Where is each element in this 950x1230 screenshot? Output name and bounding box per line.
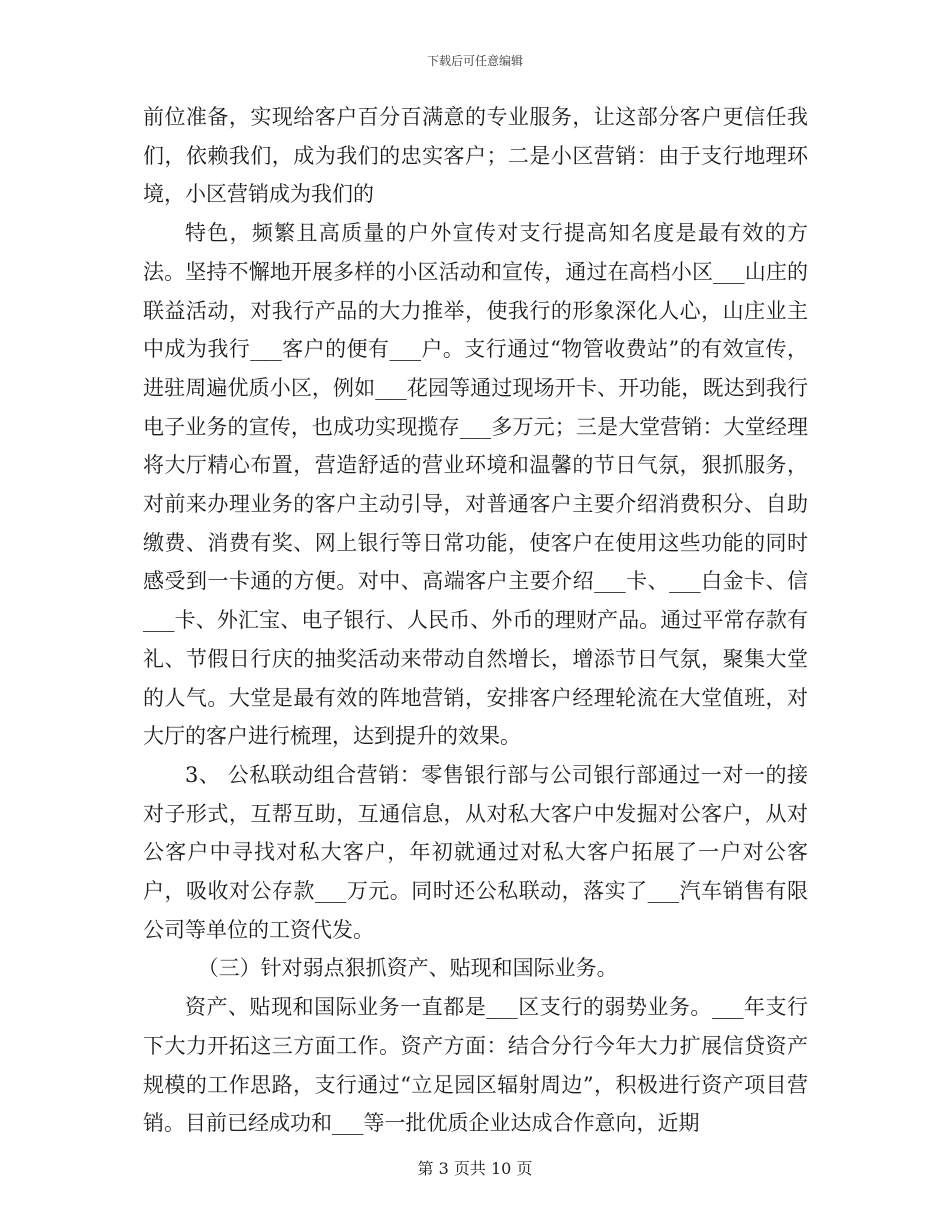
page-header: 下载后可任意编辑 — [426, 54, 523, 68]
page-footer: 第 3 页共 10 页 — [417, 1159, 533, 1178]
document-body — [143, 98, 808, 1143]
section-heading: （三）针对弱点狠抓资产、贴现和国际业务。 — [197, 956, 618, 981]
paragraph: 特色，频繁且高质量的户外宣传对支行提高知名度是最有效的方法。坚持不懈地开展多样的小区活动和宣传，通过在高档小区___山庄的联益活动，对我行产品的大力推举，使我行的形象深化人心，山庄业主中成为我行___客户的便有___户。支行通过“物管收费站”的有效宣传，进驻周遍优质小区，例如___花园等通过现场开卡、开功能，既达到我行电子业务的宣传，也成功实现揽存___多万元；三是大堂营销：大堂经理将大厅精心布置，营造舒适的营业环境和温馨的节日气氛，狠抓服务，对前来办理业务的客户主动引导，对普通客户主要介绍消费积分、自助缴费、消费有奖、网上银行等日常功能，使客户在使用这些功能的同时感受到一卡通的方便。对中、高端客户主要介绍___卡、___白金卡、信___卡、外汇宝、电子银行、人民币、外币的理财产品。通过平常存款有礼、节假日行庆的抽奖活动来带动自然增长，增添节日气氛，聚集大堂的人气。大堂是最有效的阵地营销，安排客户经理轮流在大堂值班，对大厅的客户进行梳理，达到提升的效果。 — [143, 221, 808, 749]
paragraph: 3、 公私联动组合营销：零售银行部与公司银行部通过一对一的接对子形式，互帮互助，互通信息，从对私大客户中发掘对公客户，从对公客户中寻找对私大客户，年初就通过对私大客户拓展了一户对公客户，吸收对公存款___万元。同时还公私联动，落实了___汽车销售有限公司等单位的工资代发。 — [143, 762, 808, 942]
paragraph: 资产、贴现和国际业务一直都是___区支行的弱势业务。___年支行下大力开拓这三方面工作。资产方面：结合分行今年大力扩展信贷资产规模的工作思路，支行通过“立足园区辐射周边”，积极进行资产项目营销。目前已经成功和___等一批优质企业达成合作意向，近期 — [143, 995, 808, 1136]
paragraph: 前位准备，实现给客户百分百满意的专业服务，让这部分客户更信任我们，依赖我们，成为我们的忠实客户；二是小区营销：由于支行地理环境，小区营销成为我们的 — [143, 105, 808, 207]
